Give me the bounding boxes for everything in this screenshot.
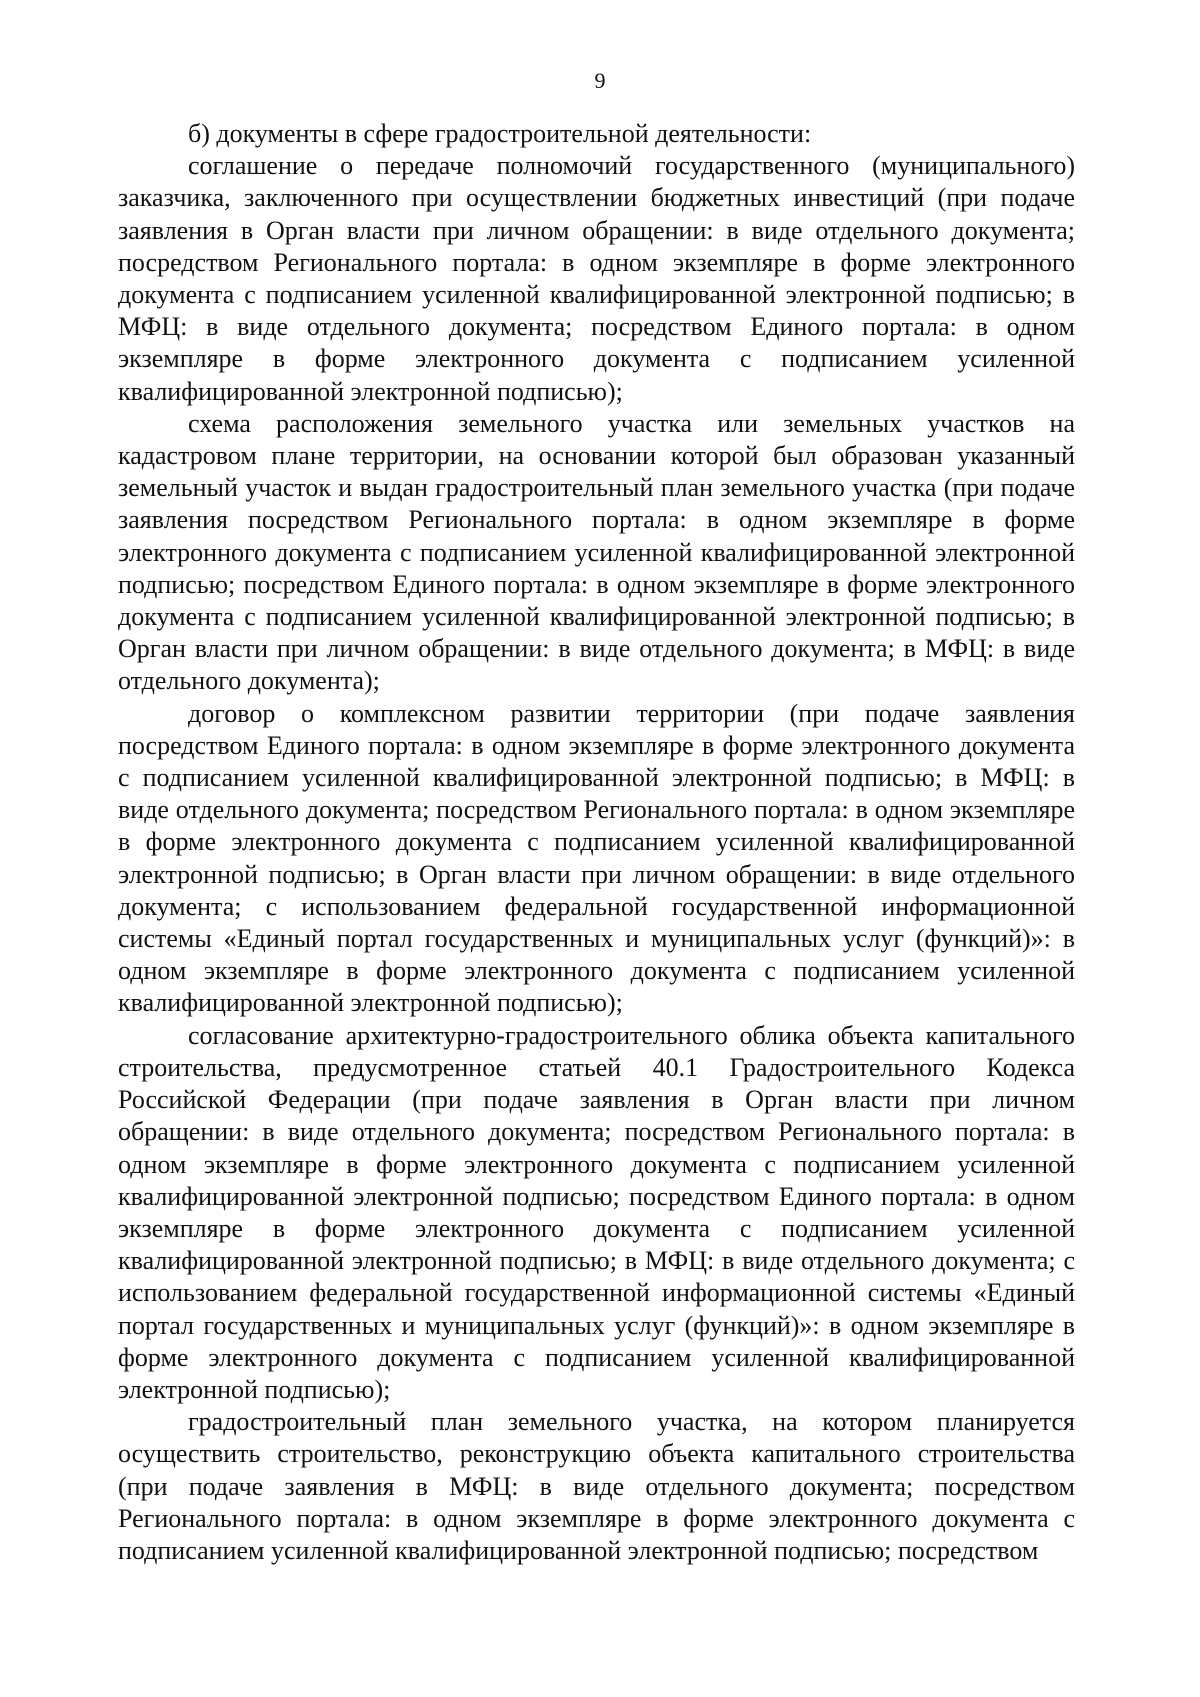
paragraph-land-plot-scheme: схема расположения земельного участка или земельных участков на кадастровом плане территории, на основании которой был образован указанный земельный участок и выдан градостроительный план земельного участка (при подаче заявления посредством Регионального портала: в одном экземпляре в форме электронного документа с подписанием усиленной квалифицированной электронной подписью; посредством Единого портала: в одном экземпляре в форме электронного документа с подписанием усиленной квалифицированной электронной подписью; в Орган власти при личном обращении: в виде отдельного документа; в МФЦ: в виде отдельного документа); — [118, 408, 1075, 696]
paragraph-territory-development-contract: договор о комплексном развитии территории (при подаче заявления посредством Единого портала: в одном экземпляре в форме электронного документа с подписанием усиленной квалифицированной электронной подписью; в МФЦ: в виде отдельного документа; посредством Регионального портала: в одном экземпляре в форме электронного документа с подписанием усиленной квалифицированной электронной подписью; в Орган власти при личном обращении: в виде отдельного документа; с использованием федеральной государственной информационной системы «Единый портал государственных и муниципальных услуг (функций)»: в одном экземпляре в форме электронного документа с подписанием усиленной квалифицированной электронной подписью); — [118, 698, 1075, 1018]
document-body — [118, 118, 1075, 1567]
paragraph-section-heading: б) документы в сфере градостроительной деятельности: — [188, 119, 812, 148]
paragraph-urban-planning-plan: градостроительный план земельного участка, на котором планируется осуществить строительство, реконструкцию объекта капитального строительства (при подаче заявления в МФЦ: в виде отдельного документа; посредством Регионального портала: в одном экземпляре в форме электронного документа с подписанием усиленной квалифицированной электронной подписью; посредством — [118, 1407, 1075, 1565]
paragraph-architectural-appearance-approval: согласование архитектурно-градостроительного облика объекта капитального строительства, предусмотренное статьей 40.1 Градостроительного Кодекса Российской Федерации (при подаче заявления в Орган власти при личном обращении: в виде отдельного документа; посредством Регионального портала: в одном экземпляре в форме электронного документа с подписанием усиленной квалифицированной электронной подписью; посредством Единого портала: в одном экземпляре в форме электронного документа с подписанием усиленной квалифицированной электронной подписью; в МФЦ: в виде отдельного документа; с использованием федеральной государственной информационной системы «Единый портал государственных и муниципальных услуг (функций)»: в одном экземпляре в форме электронного документа с подписанием усиленной квалифицированной электронной подписью); — [118, 1020, 1075, 1404]
page-number: 9 — [594, 68, 606, 93]
paragraph-agreement-transfer-powers: соглашение о передаче полномочий государственного (муниципального) заказчика, заключенного при осуществлении бюджетных инвестиций (при подаче заявления в Орган власти при личном обращении: в виде отдельного документа; посредством Регионального портала: в одном экземпляре в форме электронного документа с подписанием усиленной квалифицированной электронной подписью; в МФЦ: в виде отдельного документа; посредством Единого портала: в одном экземпляре в форме электронного документа с подписанием усиленной квалифицированной электронной подписью); — [118, 151, 1075, 406]
